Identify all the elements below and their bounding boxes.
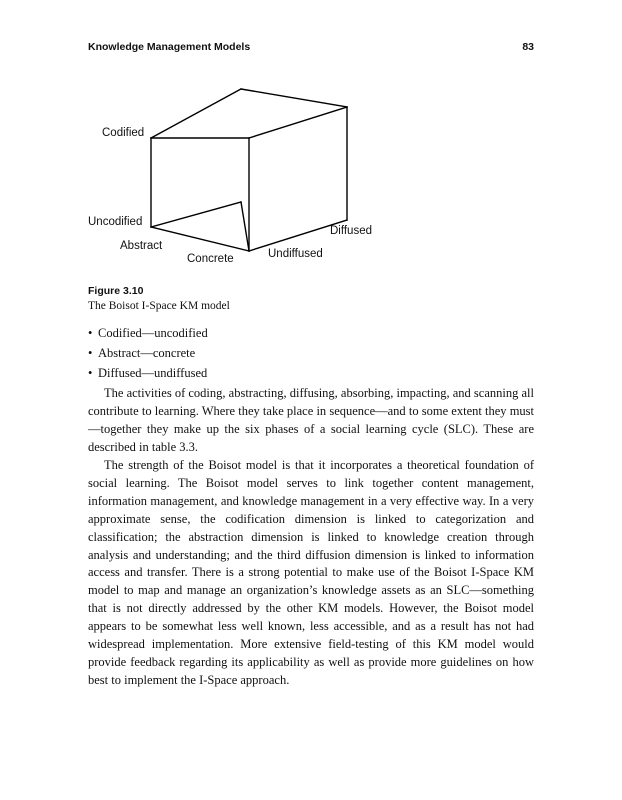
list-item-text: Abstract—concrete (98, 346, 196, 360)
label-undiffused: Undiffused (268, 248, 323, 260)
cube-edge (151, 227, 249, 251)
cube-edge (151, 89, 241, 138)
list-item (88, 323, 208, 343)
list-item-text: Diffused—undiffused (98, 366, 208, 380)
label-codified: Codified (102, 127, 145, 139)
figure-caption-text: The Boisot I-Space KM model (88, 300, 230, 312)
list-item-text: Codified—uncodified (98, 326, 208, 340)
label-abstract: Abstract (120, 240, 163, 252)
label-diffused: Diffused (330, 225, 372, 237)
cube-diagram (0, 0, 622, 280)
bullet-icon: • (88, 366, 93, 380)
bullet-icon: • (88, 346, 93, 360)
bullet-icon: • (88, 326, 93, 340)
figure-caption-label: Figure 3.10 (88, 285, 144, 297)
list-item (88, 343, 208, 363)
body-paragraph: The activities of coding, abstracting, diffusing, absorbing, impacting, and scanning all contribute to learning. Where they take place in sequence—and to some extent they must—together they make up the six phases of a social learning cycle (SLC). These are described in table 3.3. (88, 386, 534, 454)
cube-edge (151, 202, 241, 227)
cube-edge (241, 89, 347, 107)
list-item (88, 363, 208, 383)
dimension-list (88, 323, 208, 383)
page-number: 83 (522, 41, 534, 53)
cube-edge (241, 202, 249, 251)
label-concrete: Concrete (187, 253, 234, 265)
label-uncodified: Uncodified (88, 216, 143, 228)
i-space-cube-figure (0, 0, 622, 280)
cube-edge (249, 107, 347, 138)
running-head-title: Knowledge Management Models (88, 41, 251, 53)
body-paragraph: The strength of the Boisot model is that it incorporates a theoretical foundation of social learning. The Boisot model serves to link together content management, information management, and knowledge management in a very effective way. In a very approximate sense, the codification dimension is linked to categorization and classification; the abstraction dimension is linked to knowledge creation through analysis and understanding; and the third diffusion dimension is linked to information access and transfer. There is a strong potential to make use of the Boisot I-Space KM model to map and manage an organization’s knowledge assets as an SLC—something that is not directly addressed by the other KM models. However, the Boisot model appears to be somewhat less well known, less accessible, and as a result has not had widespread implementation. More extensive field-testing of this KM model would provide feedback regarding its applicability as well as provide more guidelines on how best to implement the I-Space approach. (88, 458, 534, 687)
